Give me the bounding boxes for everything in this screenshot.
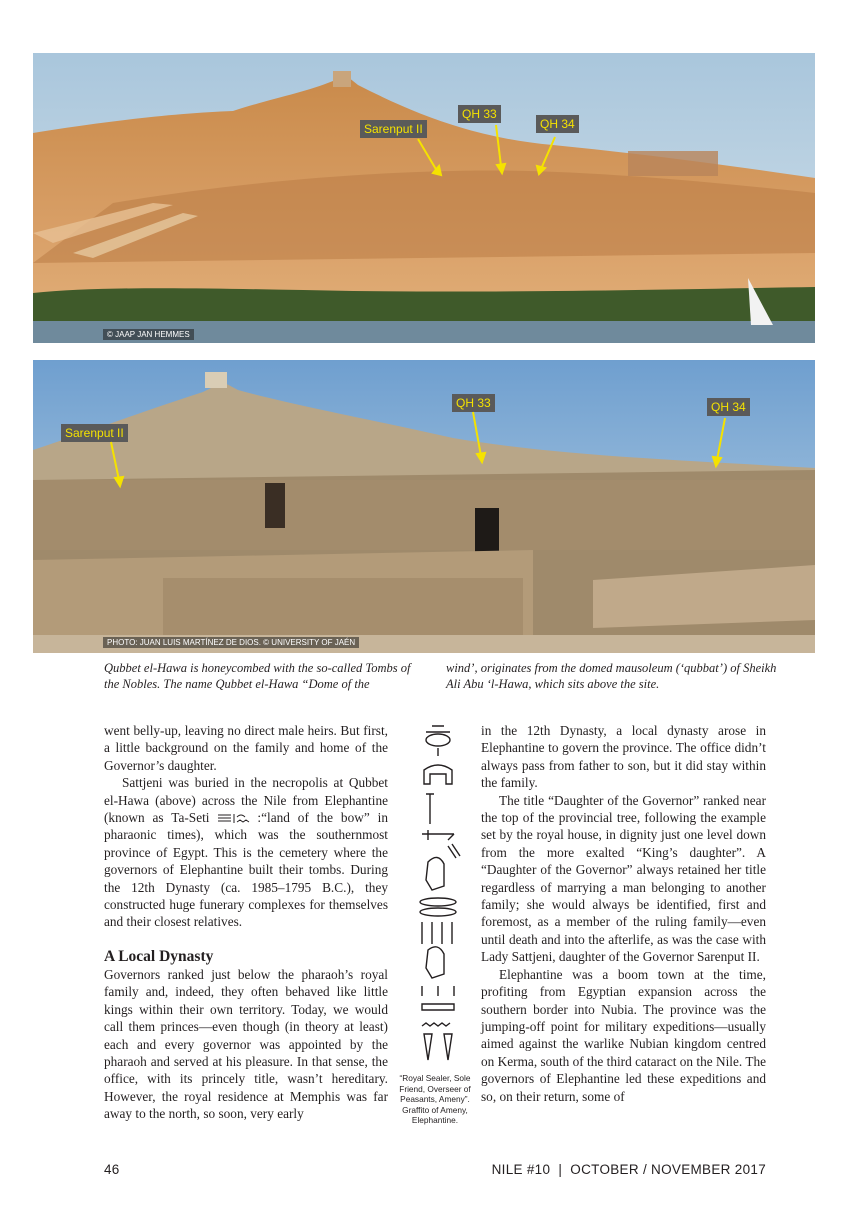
paragraph: The title “Daughter of the Governor” ranked near the top of the provincial tree, following the example set by the royal house, in dignity just one level down from the more exalted “King’s daughter”. A “Daughter of the Governor” always retained her title regardless of marrying a man belonging to another family; she would always be identified, first and foremost, as a member of the ruling family—even until death and into the afterlife, as was the case with Lady Sattjeni, daughter of the Governor Sarenput II. xyxy=(481,792,766,965)
paragraph: in the 12th Dynasty, a local dynasty arose in Elephantine to govern the province. The office didn’t always pass from father to son, but it did stay within the family. xyxy=(481,723,766,791)
photo-credit: PHOTO: JUAN LUIS MARTÍNEZ DE DIOS. © UNIVERSITY OF JAÉN xyxy=(103,637,359,648)
photo-tomb-facades xyxy=(33,360,815,653)
paragraph: Elephantine was a boom town at the time, profiting from Egyptian expansion across the southern border into Nubia. The province was the jumping-off point for military expeditions—usually aimed against the warlike Nubian kingdom centred on Kerma, south of the third cataract on the Nile. The governors of Elephantine led these expeditions and so, on their return, some of xyxy=(481,966,766,1104)
label-qh-33: QH 33 xyxy=(458,105,501,123)
pointer-arrows xyxy=(33,53,815,343)
label-sarenput-ii: Sarenput II xyxy=(360,120,427,138)
pointer-arrows xyxy=(33,360,815,653)
photo-caption-part-1: Qubbet el-Hawa is honeycombed with the so-called Tombs of the Nobles. The name Qubbet el-Hawa “Dome of the xyxy=(104,661,411,691)
ta-seti-hieroglyph-icon xyxy=(217,812,257,824)
label-sarenput-ii: Sarenput II xyxy=(61,424,128,442)
issue-info: NILE #10 | OCTOBER / NOVEMBER 2017 xyxy=(491,1162,766,1177)
label-qh-33: QH 33 xyxy=(452,394,495,412)
label-qh-34: QH 34 xyxy=(707,398,750,416)
paragraph: Governors ranked just below the pharaoh’s royal family and, indeed, they often behaved like little kings within their own territory. Today, we would call them princes—even though (in theory at least) each and every governor was appointed by the pharaoh and served at his pleasure. In that sense, the office, with its princely title, wasn’t hereditary. However, the royal residence at Memphis was far away to the north, so soon, very early xyxy=(104,966,388,1122)
paragraph: went belly-up, leaving no direct male heirs. But first, a little background on the family and home of the Governor’s daughter. xyxy=(104,723,388,773)
hieroglyph-caption: “Royal Sealer, Sole Friend, Overseer of Peasants, Ameny”. Graffito of Ameny, Elephantine. xyxy=(399,1073,471,1125)
article-column-right xyxy=(481,722,766,1105)
paragraph: Sattjeni was buried in the necropolis at Qubbet el-Hawa (above) across the Nile from Elephantine (known as Ta-Seti :“land of the bow” in pharaonic times), which was the southernmost province of Egypt. This is the cemetery where the governors of Elephantine built their tombs. During the 12th Dynasty (ca. 1985–1795 B.C.), they constructed huge funerary complexes for themselves and their closest relatives. xyxy=(104,775,388,930)
section-heading: A Local Dynasty xyxy=(104,947,214,965)
article-column-left xyxy=(104,722,388,1123)
page-number: 46 xyxy=(104,1162,120,1177)
photo-qubbet-el-hawa-distant xyxy=(33,53,815,343)
photo-credit: © JAAP JAN HEMMES xyxy=(103,329,194,340)
label-qh-34: QH 34 xyxy=(536,115,579,133)
photo-caption-part-2: wind’, originates from the domed mausoleum (‘qubbat’) of Sheikh Ali Abu ‘l-Hawa, which sits above the site. xyxy=(446,661,777,691)
hieroglyph-column-icon xyxy=(408,722,468,1062)
